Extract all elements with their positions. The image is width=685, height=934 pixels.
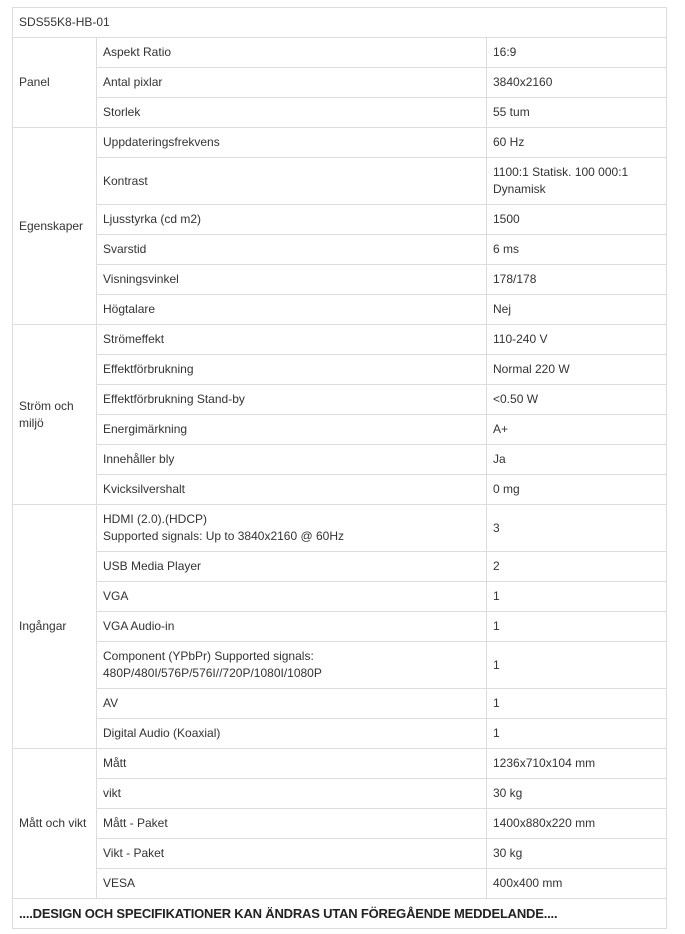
spec-value: 30 kg (487, 839, 667, 869)
spec-value: 110-240 V (487, 325, 667, 355)
spec-value: 1236x710x104 mm (487, 749, 667, 779)
spec-label: Mått (97, 749, 487, 779)
spec-label: Kontrast (97, 158, 487, 205)
spec-label: Effektförbrukning (97, 355, 487, 385)
spec-row (13, 749, 667, 779)
spec-row (13, 415, 667, 445)
spec-row (13, 552, 667, 582)
spec-row (13, 38, 667, 68)
spec-label: VESA (97, 869, 487, 899)
spec-sheet (12, 7, 666, 929)
spec-table (12, 7, 667, 929)
spec-label: Ljusstyrka (cd m2) (97, 205, 487, 235)
spec-value: 3840x2160 (487, 68, 667, 98)
spec-value: Ja (487, 445, 667, 475)
spec-label: Storlek (97, 98, 487, 128)
spec-row (13, 385, 667, 415)
spec-row (13, 642, 667, 689)
model-row (13, 8, 667, 38)
footer-row (13, 899, 667, 929)
spec-row (13, 869, 667, 899)
model-name: SDS55K8-HB-01 (13, 8, 667, 38)
section-group-label: Egenskaper (13, 128, 97, 325)
spec-value: 30 kg (487, 779, 667, 809)
spec-label: USB Media Player (97, 552, 487, 582)
spec-value: Normal 220 W (487, 355, 667, 385)
section-group-label: Ingångar (13, 505, 97, 749)
spec-label: Strömeffekt (97, 325, 487, 355)
spec-label: Digital Audio (Koaxial) (97, 719, 487, 749)
spec-label: Svarstid (97, 235, 487, 265)
spec-row (13, 128, 667, 158)
spec-label: HDMI (2.0).(HDCP) Supported signals: Up to 3840x2160 @ 60Hz (97, 505, 487, 552)
spec-value: 400x400 mm (487, 869, 667, 899)
spec-value: 16:9 (487, 38, 667, 68)
section-group-label: Ström och miljö (13, 325, 97, 505)
section-group-label: Panel (13, 38, 97, 128)
spec-label: VGA Audio-in (97, 612, 487, 642)
spec-label: Uppdateringsfrekvens (97, 128, 487, 158)
spec-label: vikt (97, 779, 487, 809)
spec-value: 1 (487, 719, 667, 749)
spec-row (13, 355, 667, 385)
spec-value: 0 mg (487, 475, 667, 505)
spec-row (13, 295, 667, 325)
spec-value: 178/178 (487, 265, 667, 295)
spec-label: Energimärkning (97, 415, 487, 445)
spec-row (13, 505, 667, 552)
spec-value: 1 (487, 689, 667, 719)
spec-label: Kvicksilvershalt (97, 475, 487, 505)
spec-value: 1 (487, 582, 667, 612)
spec-label: Mått - Paket (97, 809, 487, 839)
spec-value: 1100:1 Statisk. 100 000:1 Dynamisk (487, 158, 667, 205)
spec-row (13, 235, 667, 265)
spec-row (13, 809, 667, 839)
spec-value: 1400x880x220 mm (487, 809, 667, 839)
spec-value: 60 Hz (487, 128, 667, 158)
spec-label: Högtalare (97, 295, 487, 325)
spec-label: VGA (97, 582, 487, 612)
spec-label: Vikt - Paket (97, 839, 487, 869)
spec-label: Visningsvinkel (97, 265, 487, 295)
spec-value: 1 (487, 612, 667, 642)
spec-row (13, 68, 667, 98)
spec-value: Nej (487, 295, 667, 325)
spec-row (13, 265, 667, 295)
spec-row (13, 719, 667, 749)
section-group-label: Mått och vikt (13, 749, 97, 899)
spec-row (13, 779, 667, 809)
spec-row (13, 612, 667, 642)
spec-label: Antal pixlar (97, 68, 487, 98)
spec-row (13, 205, 667, 235)
spec-label: Effektförbrukning Stand-by (97, 385, 487, 415)
spec-row (13, 475, 667, 505)
spec-value: 55 tum (487, 98, 667, 128)
spec-row (13, 582, 667, 612)
spec-value: 6 ms (487, 235, 667, 265)
spec-value: <0.50 W (487, 385, 667, 415)
disclaimer-note: ....DESIGN OCH SPECIFIKATIONER KAN ÄNDRAS UTAN FÖREGÅENDE MEDDELANDE.... (13, 899, 667, 929)
spec-value: 1500 (487, 205, 667, 235)
spec-label: Component (YPbPr) Supported signals: 480P/480I/576P/576I//720P/1080I/1080P (97, 642, 487, 689)
spec-row (13, 445, 667, 475)
spec-label: Aspekt Ratio (97, 38, 487, 68)
spec-row (13, 689, 667, 719)
spec-row (13, 158, 667, 205)
spec-row (13, 98, 667, 128)
spec-row (13, 325, 667, 355)
spec-label: AV (97, 689, 487, 719)
spec-label: Innehåller bly (97, 445, 487, 475)
spec-row (13, 839, 667, 869)
spec-value: A+ (487, 415, 667, 445)
spec-value: 2 (487, 552, 667, 582)
spec-value: 1 (487, 642, 667, 689)
spec-value: 3 (487, 505, 667, 552)
